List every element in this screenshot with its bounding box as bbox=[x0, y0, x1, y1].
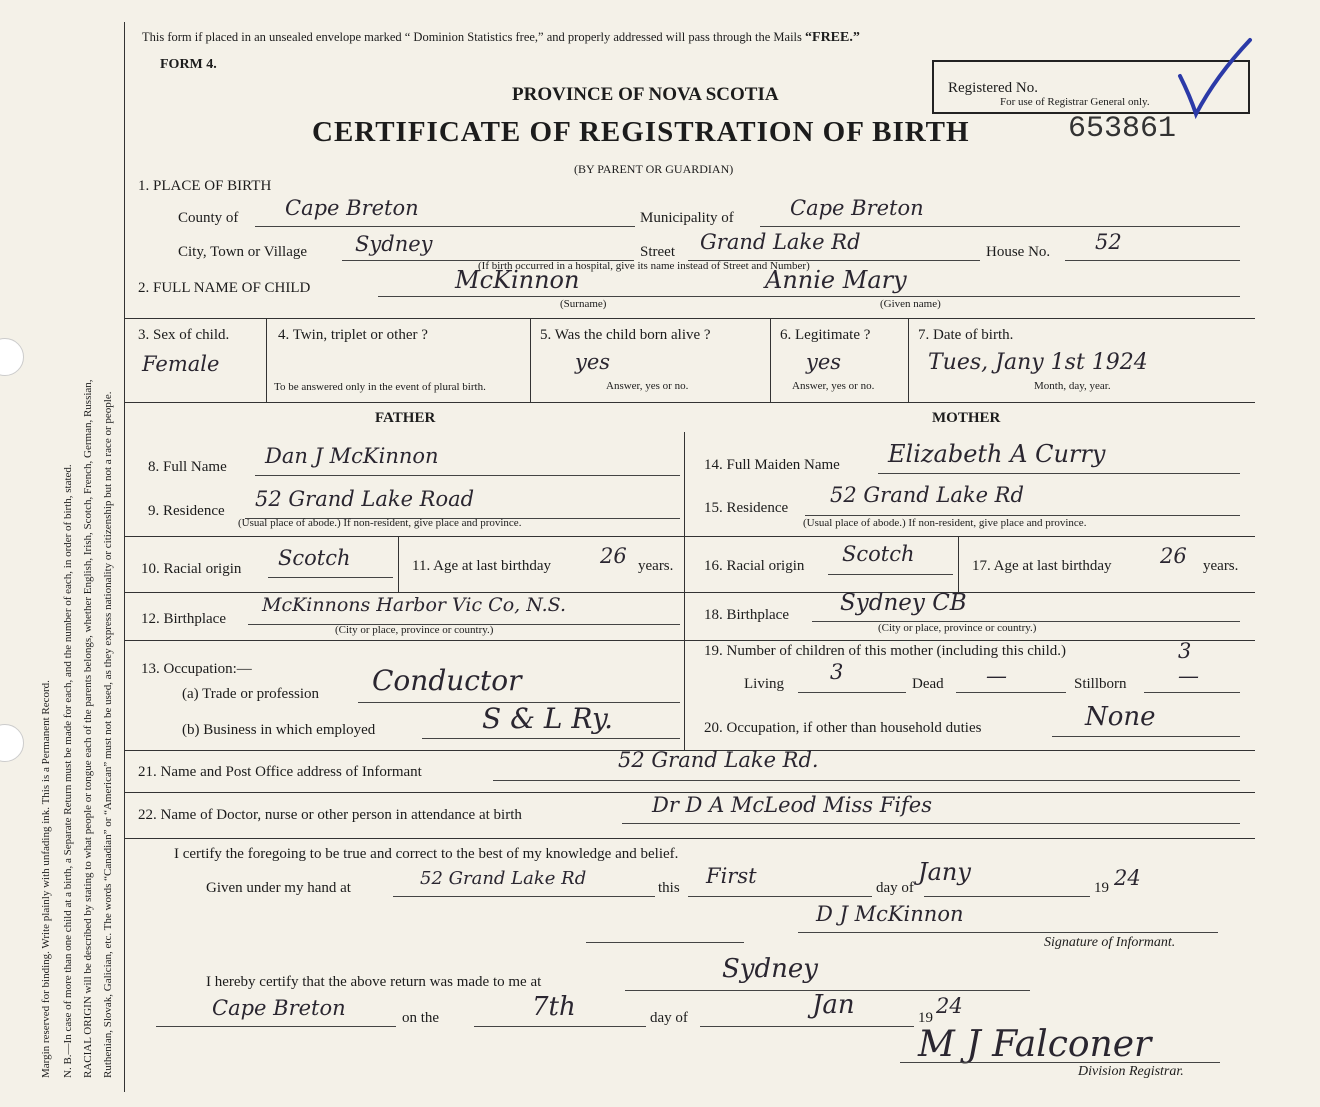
registrar-text: I hereby certify that the above return was made to me at bbox=[206, 974, 542, 990]
father-business-label: (b) Business in which employed bbox=[182, 722, 376, 738]
margin-rule bbox=[124, 22, 125, 1092]
rule bbox=[125, 838, 1255, 839]
mother-occupation-label: 20. Occupation, if other than household duties bbox=[704, 720, 982, 736]
father-residence: 52 Grand Lake Road bbox=[255, 487, 475, 511]
living-label: Living bbox=[744, 676, 784, 692]
mother-name-label: 14. Full Maiden Name bbox=[704, 457, 840, 473]
house-value: 52 bbox=[1095, 230, 1122, 254]
line bbox=[878, 473, 1240, 474]
mother-res-label: 15. Residence bbox=[704, 500, 789, 516]
father-years: years. bbox=[638, 558, 674, 574]
municipality-value: Cape Breton bbox=[790, 196, 924, 220]
dob-value: Tues, Jany 1st 1924 bbox=[928, 350, 1148, 375]
registrar-county: Cape Breton bbox=[212, 996, 346, 1020]
father-racial: Scotch bbox=[278, 546, 351, 570]
stillborn-label: Stillborn bbox=[1074, 676, 1127, 692]
binding-hole bbox=[0, 338, 24, 376]
informant-sig-caption: Signature of Informant. bbox=[1044, 935, 1176, 950]
sex-label: 3. Sex of child. bbox=[138, 327, 230, 343]
father-heading: FATHER bbox=[375, 410, 436, 426]
father-age-label: 11. Age at last birthday bbox=[412, 558, 551, 574]
mother-res-caption: (Usual place of abode.) If non-resident, give place and province. bbox=[803, 517, 1087, 529]
informant-address: 52 Grand Lake Rd. bbox=[618, 748, 819, 772]
father-occupation-label: 13. Occupation:— bbox=[141, 661, 252, 677]
line bbox=[924, 896, 1090, 897]
racial-origin-note: RACIAL ORIGIN will be described by stating to what people or tongue each of the parents belongs, whether English, Irish, Scotch, French, German, Russian, bbox=[82, 379, 94, 1078]
informant-label: 21. Name and Post Office address of Informant bbox=[138, 764, 422, 780]
line bbox=[798, 932, 1218, 933]
house-label: House No. bbox=[986, 244, 1051, 260]
mother-name: Elizabeth A Curry bbox=[888, 440, 1106, 468]
father-birthplace: McKinnons Harbor Vic Co, N.S. bbox=[262, 594, 567, 616]
mother-age: 26 bbox=[1160, 544, 1187, 568]
father-trade: Conductor bbox=[372, 664, 522, 697]
registrar-caption: Division Registrar. bbox=[1078, 1064, 1184, 1079]
line bbox=[474, 1026, 646, 1027]
dead-label: Dead bbox=[912, 676, 944, 692]
rule bbox=[125, 402, 1255, 403]
line bbox=[700, 1026, 914, 1027]
child-name-label: 2. FULL NAME OF CHILD bbox=[138, 280, 311, 296]
given-year: 24 bbox=[1114, 866, 1141, 890]
father-name: Dan J McKinnon bbox=[265, 444, 439, 468]
twin-label: 4. Twin, triplet or other ? bbox=[278, 327, 428, 343]
municipality-label: Municipality of bbox=[640, 210, 734, 226]
rule bbox=[398, 536, 399, 592]
father-racial-label: 10. Racial origin bbox=[141, 561, 242, 577]
line bbox=[268, 577, 393, 578]
registrar-year-prefix: 19 bbox=[918, 1010, 933, 1026]
given-under-label: Given under my hand at bbox=[206, 880, 351, 896]
sex-value: Female bbox=[142, 352, 220, 376]
children-count: 3 bbox=[1178, 639, 1192, 663]
line bbox=[900, 1062, 1220, 1063]
rule bbox=[266, 318, 267, 402]
children-label: 19. Number of children of this mother (including this child.) bbox=[704, 643, 1067, 659]
line bbox=[622, 823, 1240, 824]
rule bbox=[125, 318, 1255, 319]
given-year-prefix: 19 bbox=[1094, 880, 1109, 896]
dob-label: 7. Date of birth. bbox=[918, 327, 1014, 343]
surname-caption: (Surname) bbox=[560, 298, 607, 310]
given-caption: (Given name) bbox=[880, 298, 941, 310]
stillborn-count: — bbox=[1178, 664, 1199, 688]
rule bbox=[908, 318, 909, 402]
county-value: Cape Breton bbox=[285, 196, 419, 220]
rule bbox=[125, 640, 1255, 641]
doctor-value: Dr D A McLeod Miss Fifes bbox=[652, 793, 933, 817]
child-name-line bbox=[378, 296, 1240, 297]
rule bbox=[530, 318, 531, 402]
given-day: First bbox=[706, 864, 757, 888]
rule bbox=[770, 318, 771, 402]
mother-birthplace-label: 18. Birthplace bbox=[704, 607, 789, 623]
father-res-label: 9. Residence bbox=[148, 503, 225, 519]
mother-years: years. bbox=[1203, 558, 1239, 574]
registrar-place: Sydney bbox=[722, 954, 818, 984]
day-of-label: day of bbox=[876, 880, 914, 896]
racial-origin-note-2: Ruthenian, Slovak, Galician, etc. The words “Canadian” or “American” must not be used, as they express nationality or citizenship but not a race or people. bbox=[102, 391, 114, 1078]
rule bbox=[125, 592, 1255, 593]
municipality-line bbox=[760, 226, 1240, 227]
registered-number: 653861 bbox=[1068, 112, 1177, 146]
line bbox=[1144, 692, 1240, 693]
mail-notice-free: “FREE.” bbox=[805, 30, 860, 45]
form-number: FORM 4. bbox=[160, 57, 217, 72]
mother-age-label: 17. Age at last birthday bbox=[972, 558, 1112, 574]
alive-value: yes bbox=[575, 350, 611, 374]
father-birthplace-label: 12. Birthplace bbox=[141, 611, 226, 627]
page-subtitle: (BY PARENT OR GUARDIAN) bbox=[574, 162, 734, 176]
mother-heading: MOTHER bbox=[932, 410, 1001, 426]
dead-count: — bbox=[986, 664, 1007, 688]
this-label: this bbox=[658, 880, 680, 896]
registrar-month: Jan bbox=[812, 990, 855, 1020]
county-line bbox=[255, 226, 635, 227]
mother-birthplace: Sydney CB bbox=[840, 590, 967, 616]
child-given-name: Annie Mary bbox=[765, 266, 907, 294]
living-count: 3 bbox=[830, 660, 844, 684]
legitimate-label: 6. Legitimate ? bbox=[780, 327, 871, 343]
rule bbox=[125, 536, 1255, 537]
dob-caption: Month, day, year. bbox=[1034, 380, 1111, 392]
registrar-use-note: For use of Registrar General only. bbox=[1000, 96, 1150, 108]
registered-label: Registered No. bbox=[948, 80, 1038, 96]
registrar-signature: M J Falconer bbox=[918, 1024, 1152, 1065]
mother-residence: 52 Grand Lake Rd bbox=[830, 483, 1024, 507]
line bbox=[422, 738, 680, 739]
mother-racial-label: 16. Racial origin bbox=[704, 558, 805, 574]
line bbox=[956, 692, 1066, 693]
father-business: S & L Ry. bbox=[482, 702, 613, 735]
nb-note: N. B.—In case of more than one child at a birth, a Separate Return must be made for each, and the number of each, in order of birth, stated. bbox=[62, 464, 74, 1078]
mother-occupation: None bbox=[1085, 702, 1156, 732]
street-value: Grand Lake Rd bbox=[700, 230, 861, 254]
given-place: 52 Grand Lake Rd bbox=[420, 868, 587, 889]
line bbox=[688, 896, 872, 897]
line bbox=[798, 692, 906, 693]
city-label: City, Town or Village bbox=[178, 244, 308, 260]
child-surname: McKinnon bbox=[455, 266, 580, 294]
page-title: CERTIFICATE OF REGISTRATION OF BIRTH bbox=[312, 116, 970, 148]
place-of-birth-label: 1. PLACE OF BIRTH bbox=[138, 178, 272, 194]
margin-note: Margin reserved for binding. Write plainly with unfading ink. This is a Permanent Record. bbox=[40, 680, 52, 1078]
alive-caption: Answer, yes or no. bbox=[606, 380, 689, 392]
line bbox=[828, 574, 953, 575]
certify-text: I certify the foregoing to be true and correct to the best of my knowledge and belief. bbox=[174, 846, 679, 862]
line bbox=[255, 475, 680, 476]
line bbox=[156, 1026, 396, 1027]
city-value: Sydney bbox=[355, 232, 433, 256]
legitimate-caption: Answer, yes or no. bbox=[792, 380, 875, 392]
line bbox=[393, 896, 655, 897]
county-label: County of bbox=[178, 210, 239, 226]
registrar-year: 24 bbox=[936, 994, 963, 1018]
divider bbox=[586, 942, 744, 943]
father-name-label: 8. Full Name bbox=[148, 459, 227, 475]
father-trade-label: (a) Trade or profession bbox=[182, 686, 320, 702]
informant-signature: D J McKinnon bbox=[816, 902, 964, 926]
on-the-label: on the bbox=[402, 1010, 440, 1026]
doctor-label: 22. Name of Doctor, nurse or other person in attendance at birth bbox=[138, 807, 522, 823]
father-res-caption: (Usual place of abode.) If non-resident, give place and province. bbox=[238, 517, 522, 529]
line bbox=[493, 780, 1240, 781]
province-heading: PROVINCE OF NOVA SCOTIA bbox=[512, 84, 779, 105]
mother-racial: Scotch bbox=[842, 542, 915, 566]
given-month: Jany bbox=[918, 858, 971, 886]
alive-label: 5. Was the child born alive ? bbox=[540, 327, 711, 343]
mail-notice-text: This form if placed in an unsealed envelope marked “ Dominion Statistics free,” and properly addressed will pass through the Mails bbox=[142, 30, 802, 44]
check-mark-icon bbox=[1176, 36, 1256, 120]
hospital-note: (If birth occurred in a hospital, give its name instead of Street and Number) bbox=[478, 260, 810, 272]
mail-notice bbox=[142, 30, 860, 46]
father-age: 26 bbox=[600, 544, 627, 568]
binding-hole bbox=[0, 724, 24, 762]
twin-note: To be answered only in the event of plural birth. bbox=[274, 381, 486, 393]
center-rule bbox=[684, 432, 685, 750]
house-line bbox=[1065, 260, 1240, 261]
registrar-day: 7th bbox=[532, 992, 576, 1022]
line bbox=[1052, 736, 1240, 737]
line bbox=[805, 515, 1240, 516]
street-label: Street bbox=[640, 244, 675, 260]
rule bbox=[958, 536, 959, 592]
mother-bp-caption: (City or place, province or country.) bbox=[878, 622, 1037, 634]
registrar-day-of-label: day of bbox=[650, 1010, 688, 1026]
father-bp-caption: (City or place, province or country.) bbox=[335, 624, 494, 636]
legitimate-value: yes bbox=[806, 350, 842, 374]
